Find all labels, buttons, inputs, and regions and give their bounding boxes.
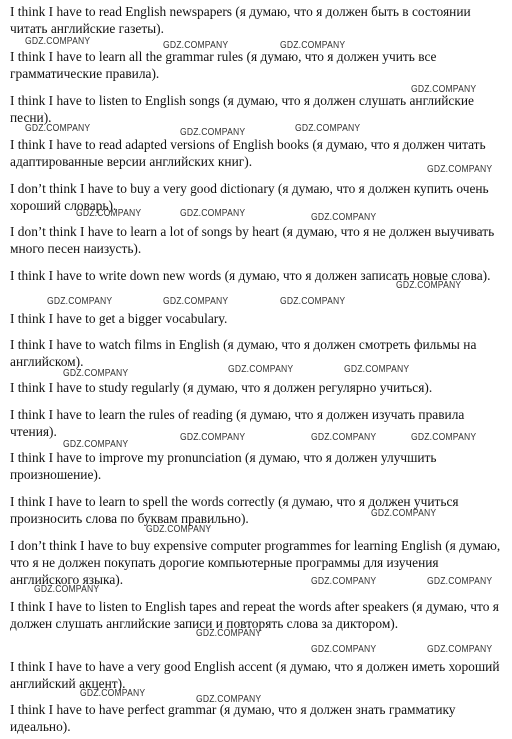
- watermark: GDZ.COMPANY: [180, 127, 246, 138]
- watermark: GDZ.COMPANY: [427, 644, 493, 655]
- watermark: GDZ.COMPANY: [34, 584, 100, 595]
- watermark: GDZ.COMPANY: [180, 208, 246, 219]
- watermark: GDZ.COMPANY: [63, 368, 129, 379]
- watermark: GDZ.COMPANY: [371, 508, 437, 519]
- sentence: I think I have to listen to English songs (я думаю, что я должен слушать английские песни).: [10, 93, 474, 125]
- sentence: I think I have to have a very good English accent (я думаю, что я должен иметь хороший английский акцент).: [10, 659, 500, 691]
- sentence: I think I have to read adapted versions of English books (я думаю, что я должен читать адаптированные версии английских книг).: [10, 137, 486, 169]
- watermark: GDZ.COMPANY: [180, 432, 246, 443]
- watermark: GDZ.COMPANY: [146, 524, 212, 535]
- watermark: GDZ.COMPANY: [280, 40, 346, 51]
- watermark: GDZ.COMPANY: [80, 688, 146, 699]
- sentence: I think I have to learn to spell the words correctly (я думаю, что я должен учиться произносить слова по буквам правильно).: [10, 494, 459, 526]
- watermark: GDZ.COMPANY: [196, 694, 262, 705]
- sentence: I think I have to learn all the grammar rules (я думаю, что я должен учить все грамматические правила).: [10, 49, 437, 81]
- sentence: I think I have to watch films in English (я думаю, что я должен смотреть фильмы на английском).: [10, 337, 477, 369]
- sentence: I think I have to study regularly (я думаю, что я должен регулярно учиться).: [10, 380, 433, 395]
- watermark: GDZ.COMPANY: [311, 432, 377, 443]
- watermark: GDZ.COMPANY: [47, 296, 113, 307]
- sentence: I think I have to listen to English tapes and repeat the words after speakers (я думаю, что я должен слушать английские записи и повторять слова за диктором).: [10, 599, 499, 631]
- sentence: I don’t think I have to buy a very good dictionary (я думаю, что я должен купить очень хороший словарь).: [10, 181, 489, 213]
- watermark: GDZ.COMPANY: [228, 364, 294, 375]
- watermark: GDZ.COMPANY: [411, 432, 477, 443]
- watermark: GDZ.COMPANY: [344, 364, 410, 375]
- watermark: GDZ.COMPANY: [311, 576, 377, 587]
- sentence: I think I have to get a bigger vocabulary.: [10, 311, 228, 326]
- watermark: GDZ.COMPANY: [196, 628, 262, 639]
- sentence: I think I have to learn the rules of reading (я думаю, что я должен изучать правила чтения).: [10, 407, 465, 439]
- sentence: I don’t think I have to learn a lot of songs by heart (я думаю, что я не должен выучивать много песен наизусть).: [10, 224, 495, 256]
- watermark: GDZ.COMPANY: [280, 296, 346, 307]
- watermark: GDZ.COMPANY: [163, 40, 229, 51]
- watermark: GDZ.COMPANY: [311, 644, 377, 655]
- watermark: GDZ.COMPANY: [411, 84, 477, 95]
- watermark: GDZ.COMPANY: [25, 36, 91, 47]
- sentence: I think I have to read English newspapers (я думаю, что я должен быть в состоянии читать английские газеты).: [10, 4, 471, 36]
- watermark: GDZ.COMPANY: [76, 208, 142, 219]
- sentence: I think I have to improve my pronunciation (я думаю, что я должен улучшить произношение).: [10, 450, 437, 482]
- watermark: GDZ.COMPANY: [25, 123, 91, 134]
- sentence: I don’t think I have to buy expensive computer programmes for learning English (я думаю, что я не должен покупать дорогие компьютерные программы для изучения английского языка).: [10, 538, 501, 587]
- watermark: GDZ.COMPANY: [427, 576, 493, 587]
- watermark: GDZ.COMPANY: [163, 296, 229, 307]
- watermark: GDZ.COMPANY: [295, 123, 361, 134]
- watermark: GDZ.COMPANY: [63, 439, 129, 450]
- watermark: GDZ.COMPANY: [311, 212, 377, 223]
- watermark: GDZ.COMPANY: [427, 164, 493, 175]
- sentence: I think I have to write down new words (я думаю, что я должен записать новые слова).: [10, 268, 491, 283]
- sentence: I think I have to have perfect grammar (я думаю, что я должен знать грамматику идеально).: [10, 702, 456, 734]
- watermark: GDZ.COMPANY: [396, 280, 462, 291]
